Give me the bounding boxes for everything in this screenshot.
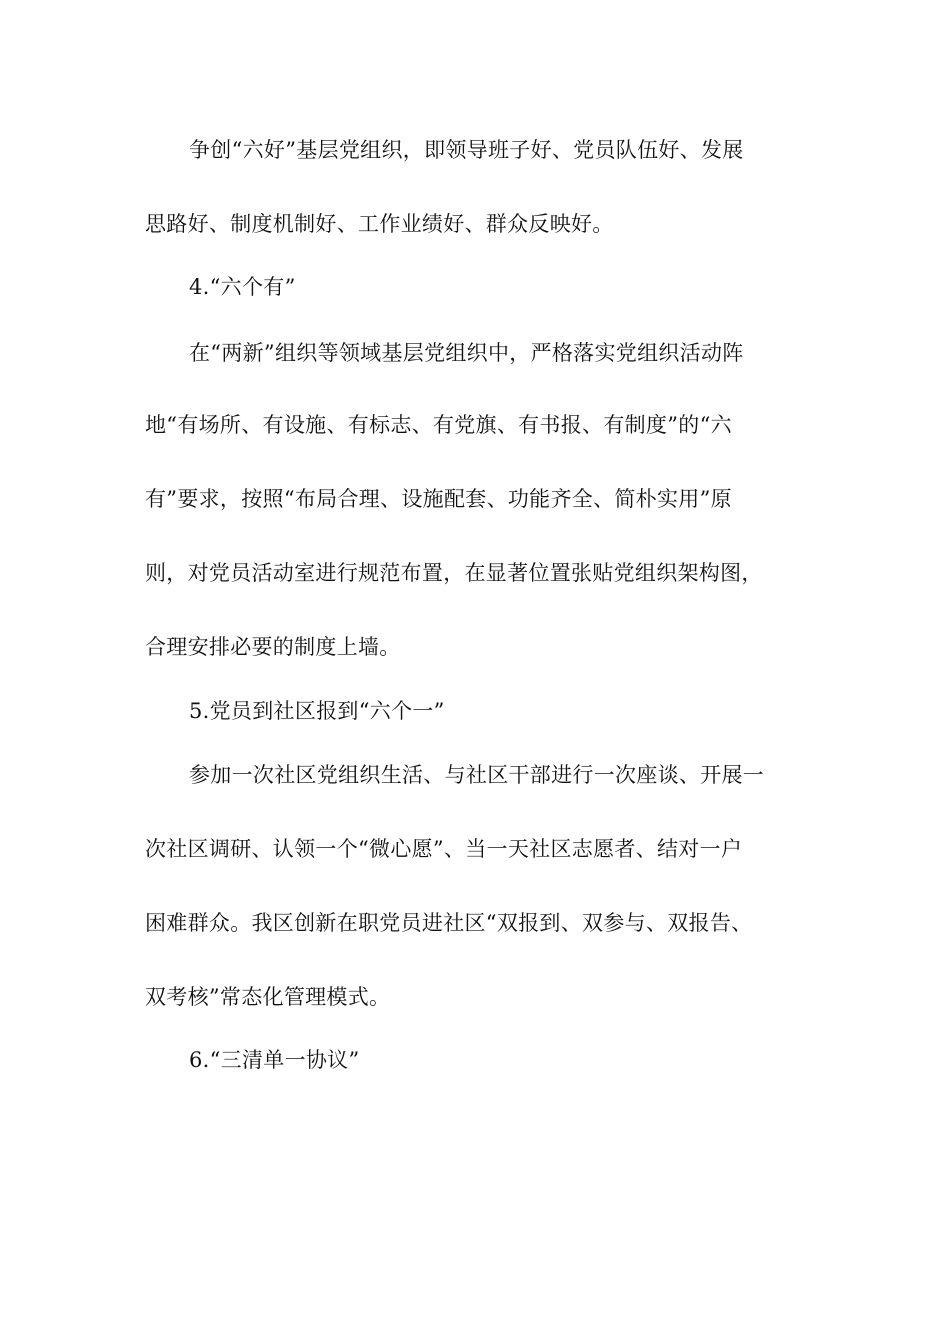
paragraph-line: 争创“六好”基层党组织，即领导班子好、党员队伍好、发展 — [189, 138, 744, 162]
paragraph-line: 参加一次社区党组织生活、与社区干部进行一次座谈、开展一 — [189, 763, 765, 787]
paragraph-line: 思路好、制度机制好、工作业绩好、群众反映好。 — [145, 212, 614, 236]
paragraph-line: 困难群众。我区创新在职党员进社区“双报到、双参与、双报告、 — [145, 911, 753, 935]
paragraph-line: 在“两新”组织等领域基层党组织中，严格落实党组织活动阵 — [189, 341, 744, 365]
paragraph-line: 地“有场所、有设施、有标志、有党旗、有书报、有制度”的“六 — [145, 413, 732, 437]
paragraph-line: 合理安排必要的制度上墙。 — [145, 635, 401, 659]
paragraph-line: 则，对党员活动室进行规范布置，在显著位置张贴党组织架构图， — [145, 561, 763, 585]
section-heading: 4.“六个有” — [189, 275, 296, 299]
section-heading: 6.“三清单一协议” — [189, 1048, 360, 1072]
paragraph-line: 有”要求，按照“布局合理、设施配套、功能齐全、简朴实用”原 — [145, 487, 732, 511]
paragraph-line: 次社区调研、认领一个“微心愿”、当一天社区志愿者、结对一户 — [145, 837, 743, 861]
paragraph-line: 双考核”常态化管理模式。 — [145, 985, 391, 1009]
section-heading: 5.党员到社区报到“六个一” — [189, 699, 445, 723]
